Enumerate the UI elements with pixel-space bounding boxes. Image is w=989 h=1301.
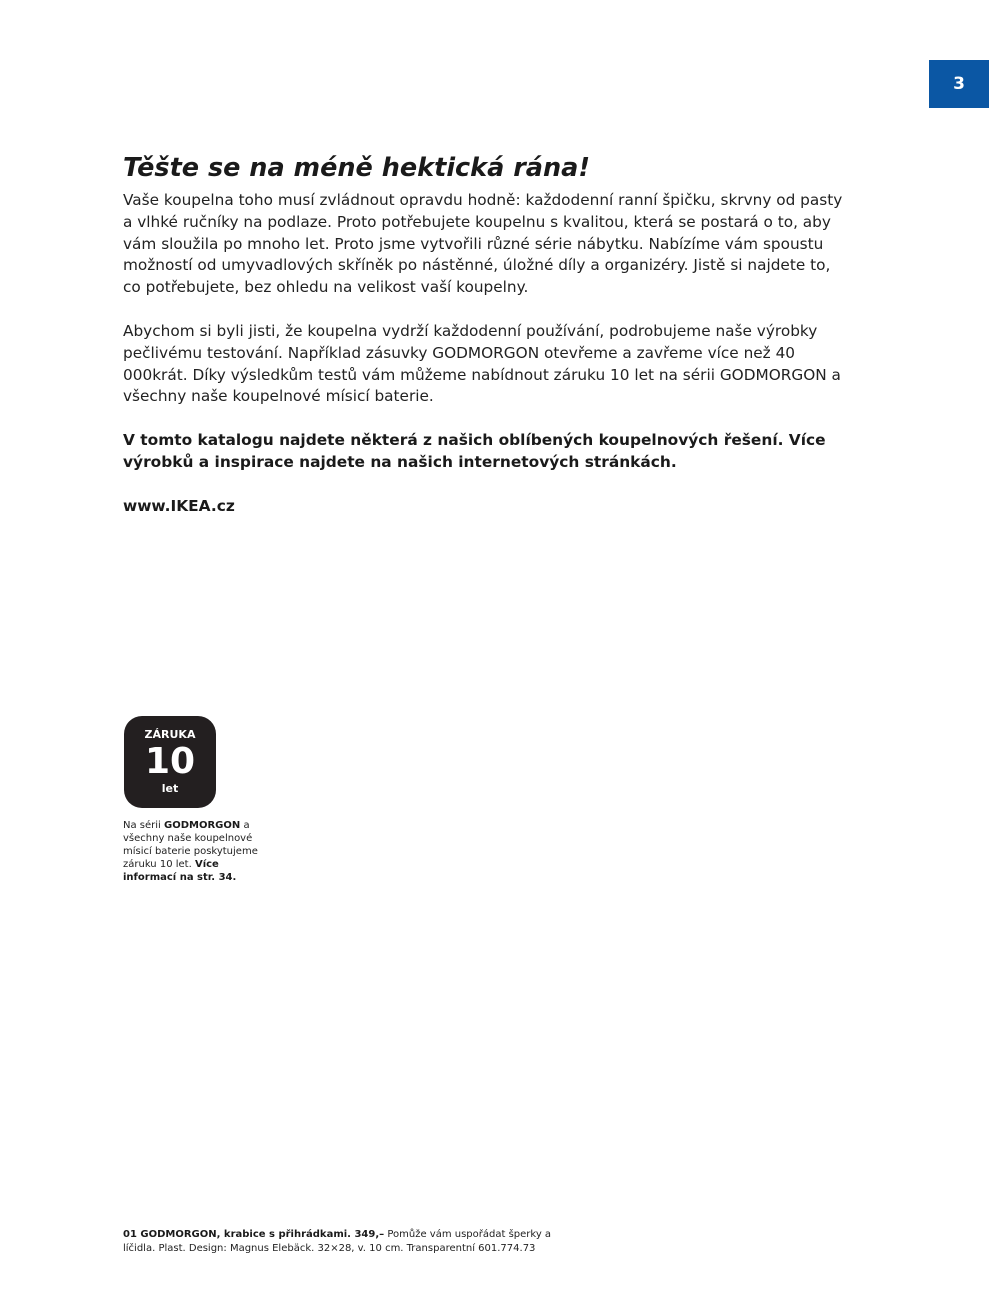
- website-link[interactable]: www.IKEA.cz: [123, 496, 235, 515]
- catalog-lead-text: V tomto katalogu najdete některá z našich oblíbených koupelnových řešení. Více výrobků a inspirace najdete na našich internetových stránkách.: [123, 431, 826, 471]
- page-number: 3: [953, 74, 965, 94]
- warranty-badge-bottom: let: [161, 782, 179, 795]
- warranty-note: [123, 819, 263, 884]
- warranty-note-more-info: Více informací na str. 34.: [123, 859, 237, 883]
- page-title: Těšte se na méně hektická rána!: [123, 153, 590, 183]
- product-caption-text: Pomůže vám uspořádat šperky a líčidla. Plast. Design: Magnus Elebäck. 32×28, v. 10 cm. Transparentní 601.774.73: [123, 1229, 552, 1254]
- intro-paragraph: Vaše koupelna toho musí zvládnout opravdu hodně: každodenní ranní špičku, skrvny od pasty a vlhké ručníky na podlaze. Proto potřebujete koupelnu s kvalitou, která se postará o to, aby vám sloužila po mnoho let. Proto jsme vytvořili různé série nábytku. Nabízíme vám spoustu možností od umyvadlových skříněk po nástěnné, úložné díly a organizéry. Jistě si najdete to, co potřebujete, bez ohledu na velikost vaší koupelny.: [123, 191, 843, 297]
- warranty-badge-top: ZÁRUKA: [144, 728, 196, 741]
- product-caption: [123, 1228, 563, 1256]
- main-content: [123, 150, 843, 518]
- testing-paragraph: Abychom si byli jisti, že koupelna vydrží každodenní používání, podrobujeme naše výrobky pečlivému testování. Například zásuvky GODMORGON otevřeme a zavřeme více než 40 000krát. Díky výsledkům testů vám můžeme nabídnout záruku 10 let na sérii GODMORGON a všechny naše koupelnové mísicí baterie.: [123, 321, 841, 406]
- warranty-badge: [124, 716, 216, 808]
- page-number-tab: [929, 60, 989, 108]
- warranty-note-text: a všechny naše koupelnové mísicí baterie poskytujeme záruku 10 let.: [123, 820, 258, 870]
- warranty-note-series: GODMORGON: [164, 820, 241, 831]
- warranty-note-prefix: Na sérii: [123, 820, 164, 831]
- warranty-badge-number: 10: [144, 741, 196, 782]
- product-caption-title: 01 GODMORGON, krabice s přihrádkami. 349,–: [123, 1229, 385, 1240]
